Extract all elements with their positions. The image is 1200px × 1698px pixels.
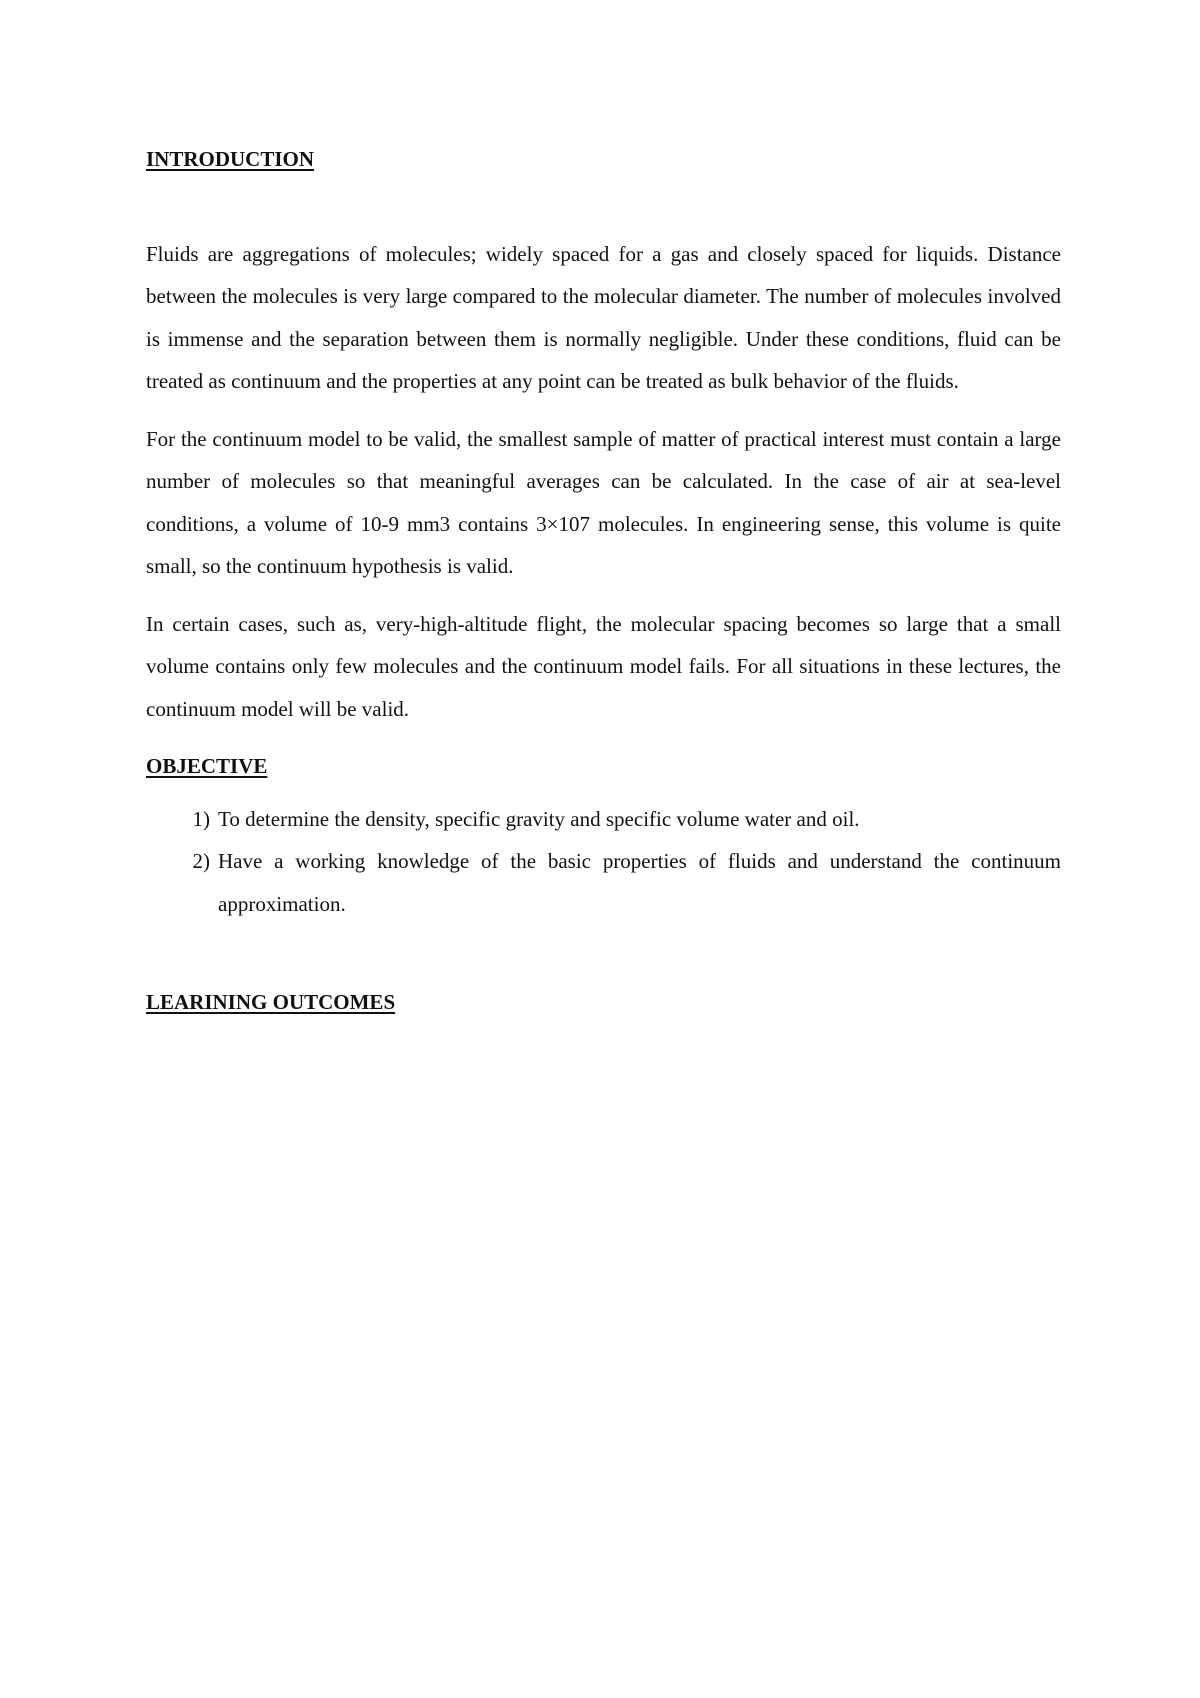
intro-paragraph-3: In certain cases, such as, very-high-altitude flight, the molecular spacing becomes so large that a small volume contains only few molecules and the continuum model fails. For all situations in these lectures, the continuum model will be valid. xyxy=(146,611,1061,721)
objective-list xyxy=(146,798,1061,926)
objective-item-2 xyxy=(146,840,1061,925)
objective-heading: OBJECTIVE xyxy=(146,754,268,778)
document-body xyxy=(146,138,1061,1024)
objective-item-1 xyxy=(146,798,1061,841)
learning-outcomes-heading: LEARINING OUTCOMES xyxy=(146,990,396,1014)
objective-item-number: 1) xyxy=(192,806,210,831)
intro-paragraph-2: For the continuum model to be valid, the smallest sample of matter of practical interest must contain a large number of molecules so that meaningful averages can be calculated. In the case of air at sea-level conditions, a volume of 10-9 mm3 contains 3×107 molecules. In engineering sense, this volume is quite small, so the continuum hypothesis is valid. xyxy=(146,426,1061,578)
intro-paragraph-1: Fluids are aggregations of molecules; widely spaced for a gas and closely spaced for liquids. Distance between the molecules is very large compared to the molecular diameter. The number of molecules involved is immense and the separation between them is normally negligible. Under these conditions, fluid can be treated as continuum and the properties at any point can be treated as bulk behavior of the fluids. xyxy=(146,241,1061,393)
objective-item-text: To determine the density, specific gravity and specific volume water and oil. xyxy=(218,806,860,831)
introduction-heading: INTRODUCTION xyxy=(146,147,315,171)
objective-item-number: 2) xyxy=(192,849,210,873)
objective-item-text: Have a working knowledge of the basic properties of fluids and understand the continuum approximation. xyxy=(218,849,1061,916)
